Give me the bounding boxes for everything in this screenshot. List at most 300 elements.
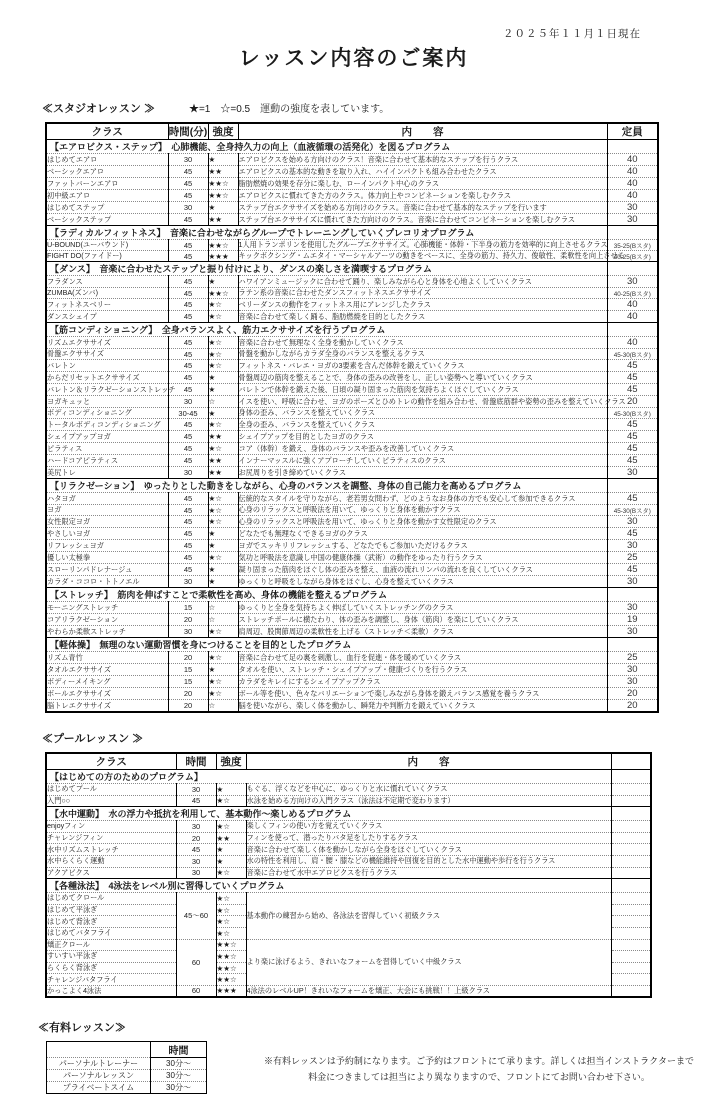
section-title: 【筋コンディショニング】 全身バランスよく、筋力エクササイズを行うプログラム bbox=[46, 323, 607, 337]
lesson-row bbox=[46, 795, 651, 807]
section-title: 【水中運動】 水の浮力や抵抗を利用して、基本動作～楽しめるプログラム bbox=[46, 807, 611, 821]
paid-lesson-name: パーソナルトレーナー bbox=[47, 1058, 151, 1070]
column-header bbox=[611, 753, 651, 770]
lesson-name: はじめて平泳ぎ bbox=[46, 904, 176, 916]
lesson-description: 水泳を始める方向けの入門クラス（泳法は不定期で変わります） bbox=[246, 795, 611, 807]
lesson-name: 脳トレエクササイズ bbox=[46, 700, 168, 713]
lesson-intensity: ★★☆ bbox=[216, 951, 246, 963]
lesson-description: 1人用トランポリンを使用したグループエクササイズ。心肺機能・体幹・下半身の筋力を効率的に向上させるクラス bbox=[238, 240, 608, 249]
lesson-description: 音楽に合わせて水中エアロビクスを行うクラス bbox=[246, 867, 611, 879]
lesson-name: やさしいヨガ bbox=[46, 528, 168, 540]
lesson-row bbox=[46, 540, 658, 552]
lesson-capacity: 45 bbox=[607, 372, 658, 384]
lesson-capacity: 45-30(Bスタ) bbox=[607, 505, 658, 516]
lesson-capacity: 45 bbox=[607, 528, 658, 540]
lesson-time: 60 bbox=[176, 939, 216, 985]
lesson-time: 45 bbox=[168, 166, 208, 178]
lesson-intensity: ★☆ bbox=[208, 626, 238, 638]
lesson-name: かっこよく4泳法 bbox=[46, 985, 176, 997]
lesson-intensity: ★☆ bbox=[208, 360, 238, 372]
paid-lesson-time: 30分～ bbox=[151, 1058, 207, 1070]
lesson-description: ゆっくりと全身を気持ちよく伸ばしていくストレッチングのクラス bbox=[238, 602, 607, 614]
lesson-intensity: ★★ bbox=[208, 455, 238, 467]
lesson-name: 骨盤エクササイズ bbox=[46, 349, 168, 360]
lesson-capacity: 30 bbox=[607, 576, 658, 588]
lesson-time: 30 bbox=[176, 821, 216, 833]
section-header-row bbox=[46, 770, 651, 784]
lesson-time: 15 bbox=[168, 676, 208, 688]
lesson-intensity: ☆ bbox=[208, 614, 238, 626]
lesson-row bbox=[46, 652, 658, 664]
paid-column-blank bbox=[47, 1042, 151, 1058]
lesson-row bbox=[46, 893, 651, 905]
column-header-row bbox=[46, 753, 651, 770]
lesson-name: ボールエクササイズ bbox=[46, 688, 168, 700]
lesson-capacity bbox=[611, 844, 651, 856]
document-date: ２０２５年１１月１日現在 bbox=[503, 28, 641, 40]
lesson-description: もぐる、浮くなどを中心に、ゆっくりと水に慣れていくクラス bbox=[246, 784, 611, 796]
lesson-intensity: ★☆ bbox=[208, 349, 238, 360]
lesson-intensity: ★☆ bbox=[216, 916, 246, 928]
column-header: 時間 bbox=[176, 753, 216, 770]
lesson-row bbox=[46, 516, 658, 528]
lesson-capacity: 40 bbox=[607, 190, 658, 202]
lesson-capacity: 40-25(Bスタ) bbox=[607, 288, 658, 299]
lesson-row bbox=[46, 855, 651, 867]
lesson-row bbox=[46, 288, 658, 299]
lesson-intensity: ★☆ bbox=[208, 337, 238, 349]
paid-lesson-row bbox=[47, 1082, 207, 1094]
lesson-time: 45 bbox=[168, 431, 208, 443]
lesson-capacity bbox=[611, 974, 651, 986]
lesson-description: ベリーダンスの動作をフィットネス用にアレンジしたクラス bbox=[238, 299, 607, 311]
lesson-time: 20 bbox=[168, 652, 208, 664]
lesson-row bbox=[46, 821, 651, 833]
lesson-row bbox=[46, 178, 658, 190]
section-header-row bbox=[46, 323, 658, 337]
studio-lessons-heading: ≪スタジオレッスン ≫ bbox=[42, 103, 155, 115]
paid-column-header-row bbox=[47, 1042, 207, 1058]
lesson-capacity bbox=[611, 893, 651, 905]
lesson-row bbox=[46, 408, 658, 419]
column-header: 内 容 bbox=[246, 753, 611, 770]
lesson-name: フラダンス bbox=[46, 276, 168, 288]
lesson-intensity: ★ bbox=[208, 408, 238, 419]
lesson-capacity bbox=[611, 927, 651, 939]
lesson-intensity: ★☆ bbox=[208, 419, 238, 431]
lesson-time: 20 bbox=[168, 614, 208, 626]
lesson-time: 45 bbox=[168, 251, 208, 262]
lesson-description: 身体の歪み、バランスを整えていくクラス bbox=[238, 408, 607, 419]
lesson-name: ピラティス bbox=[46, 443, 168, 455]
lesson-row bbox=[46, 844, 651, 856]
paid-lesson-row bbox=[47, 1070, 207, 1082]
lesson-intensity: ★ bbox=[208, 154, 238, 166]
column-header: 内 容 bbox=[238, 123, 607, 140]
lesson-time: 30 bbox=[168, 154, 208, 166]
lesson-time: 45 bbox=[168, 214, 208, 226]
lesson-row bbox=[46, 939, 651, 951]
paid-section-heading-row bbox=[38, 1019, 707, 1035]
lesson-description: 気功と呼吸法を意識し中国の健康体操（武術）の動作をゆったり行うクラス bbox=[238, 552, 607, 564]
lesson-capacity: 45 bbox=[607, 431, 658, 443]
lesson-time: 30-45 bbox=[168, 408, 208, 419]
lesson-intensity: ★★★ bbox=[216, 985, 246, 997]
lesson-intensity: ★★ bbox=[208, 214, 238, 226]
lesson-time: 15 bbox=[168, 664, 208, 676]
lesson-time: 60 bbox=[176, 985, 216, 997]
lesson-description: エアロビクスを始める方向けのクラス！音楽に合わせて基本的なステップを行うクラス bbox=[238, 154, 607, 166]
lesson-capacity bbox=[611, 867, 651, 879]
lesson-description: タオルを使い、ストレッチ・シェイプアップ・健康づくりを行うクラス bbox=[238, 664, 607, 676]
lesson-intensity: ★★☆ bbox=[216, 974, 246, 986]
lesson-intensity: ★☆ bbox=[216, 904, 246, 916]
studio-section-heading-row bbox=[42, 100, 707, 116]
section-header-row bbox=[46, 479, 658, 493]
lesson-name: FIGHT DO(ファイドー) bbox=[46, 251, 168, 262]
lesson-time: 45 bbox=[168, 528, 208, 540]
lesson-intensity: ★★ bbox=[208, 431, 238, 443]
lesson-capacity: 45 bbox=[607, 455, 658, 467]
lesson-row bbox=[46, 240, 658, 251]
lesson-description: 音楽に合わせて無理なく全身を動かしていくクラス bbox=[238, 337, 607, 349]
lesson-description: 水の特性を利用し、肩・腰・膝などの機能維持や回復を目的とした水中運動や歩行を行うクラス bbox=[246, 855, 611, 867]
lesson-time: 45 bbox=[168, 288, 208, 299]
lesson-time: 45 bbox=[168, 419, 208, 431]
lesson-description: エアロビクスに慣れてきた方のクラス。体力向上やコンビネーションを楽しむクラス bbox=[238, 190, 607, 202]
lesson-capacity: 45-30(Bスタ) bbox=[607, 349, 658, 360]
lesson-capacity: 35-25(Bスタ) bbox=[607, 240, 658, 251]
lesson-time: 45 bbox=[168, 505, 208, 516]
lesson-description: イスを使い、呼吸に合わせ、ヨガのポーズとひめトレの動作を組み合わせ、骨盤底筋群や姿勢の歪みを整えていくクラス bbox=[238, 396, 626, 406]
section-title: 【はじめての方のためのプログラム】 bbox=[46, 770, 611, 784]
column-header: 強度 bbox=[208, 123, 238, 140]
lesson-name: リフレッシュヨガ bbox=[46, 540, 168, 552]
lesson-capacity: 25 bbox=[607, 652, 658, 664]
lesson-row bbox=[46, 299, 658, 311]
lesson-name: はじめてバタフライ bbox=[46, 927, 176, 939]
lesson-capacity bbox=[611, 795, 651, 807]
lesson-time: 45 bbox=[168, 372, 208, 384]
lesson-row bbox=[46, 276, 658, 288]
lesson-time: 30 bbox=[176, 867, 216, 879]
lesson-row bbox=[46, 576, 658, 588]
lesson-description: ハワイアンミュージックに合わせて踊り、楽しみながら心と身体を心地よくしていくクラス bbox=[238, 276, 607, 288]
lesson-intensity: ★★☆ bbox=[208, 240, 238, 251]
lesson-capacity: 45 bbox=[607, 419, 658, 431]
lesson-capacity: 40 bbox=[607, 311, 658, 323]
section-title: 【ダンス】 音楽に合わせたステップと振り付けにより、ダンスの楽しさを満喫するプログラム bbox=[46, 262, 607, 276]
lesson-name: ヨガキュッと bbox=[46, 396, 168, 408]
lesson-row bbox=[46, 564, 658, 576]
lesson-capacity: 40 bbox=[607, 166, 658, 178]
lesson-intensity: ★ bbox=[208, 664, 238, 676]
lesson-description: フィットネス・バレエ・ヨガの3要素を含んだ体幹を鍛えていくクラス bbox=[238, 360, 607, 372]
lesson-capacity bbox=[611, 832, 651, 844]
lesson-name: フィットネスベリー bbox=[46, 299, 168, 311]
lesson-name: からだリセットエクササイズ bbox=[46, 372, 168, 384]
paid-lesson-time: 30分～ bbox=[151, 1070, 207, 1082]
section-header-row bbox=[46, 226, 658, 240]
lesson-intensity: ★ bbox=[208, 528, 238, 540]
lesson-name: シェイプアップヨガ bbox=[46, 431, 168, 443]
lesson-capacity: 45 bbox=[607, 493, 658, 505]
lesson-intensity: ★☆ bbox=[208, 676, 238, 688]
lesson-row bbox=[46, 154, 658, 166]
section-header-row bbox=[46, 262, 658, 276]
lesson-time: 20 bbox=[168, 700, 208, 713]
lesson-capacity: 19 bbox=[607, 614, 658, 626]
lesson-description: エアロビクスの基本的な動きを取り入れ、ハイインパクトも組み合わせたクラス bbox=[238, 166, 607, 178]
lesson-intensity: ★☆ bbox=[208, 688, 238, 700]
lesson-time: 20 bbox=[168, 688, 208, 700]
section-capacity-cell bbox=[611, 879, 651, 893]
lesson-row bbox=[46, 372, 658, 384]
lesson-capacity: 40 bbox=[607, 337, 658, 349]
lesson-intensity: ☆ bbox=[208, 700, 238, 713]
lesson-capacity bbox=[611, 916, 651, 928]
lesson-description: 全身の歪み、バランスを整えていくクラス bbox=[238, 419, 607, 431]
lesson-time: 45 bbox=[168, 240, 208, 251]
lesson-name: U-BOUND(ユーバウンド) bbox=[46, 240, 168, 251]
lesson-row bbox=[46, 190, 658, 202]
lesson-name: はじめて背泳ぎ bbox=[46, 916, 176, 928]
lesson-row bbox=[46, 664, 658, 676]
lesson-description: 肩周辺、股関節周辺の柔軟性を上げる（ストレッチ＜柔軟）クラス bbox=[238, 626, 607, 638]
section-capacity-cell bbox=[607, 638, 658, 652]
lesson-time: 30 bbox=[168, 202, 208, 214]
lesson-name: 美尻トレ bbox=[46, 467, 168, 479]
lesson-row bbox=[46, 676, 658, 688]
lesson-capacity: 20 bbox=[607, 396, 658, 408]
studio-lesson-table bbox=[45, 122, 659, 713]
lesson-row bbox=[46, 867, 651, 879]
lesson-capacity: 20 bbox=[607, 700, 658, 713]
lesson-name: アクアビクス bbox=[46, 867, 176, 879]
lesson-description: 音楽に合わせて楽しく踊る、脂肪燃焼を目的としたクラス bbox=[238, 311, 607, 323]
paid-lesson-time: 30分～ bbox=[151, 1082, 207, 1094]
lesson-description: ヨガでスッキリリフレッシュする、どなたでもご参加いただけるクラス bbox=[238, 540, 607, 552]
section-header-row bbox=[46, 807, 651, 821]
column-header-row bbox=[46, 123, 658, 140]
lesson-intensity: ★★☆ bbox=[216, 939, 246, 951]
lesson-row bbox=[46, 784, 651, 796]
lesson-name: 入門○○ bbox=[46, 795, 176, 807]
lesson-name: カラダ・ココロ・トトノエル bbox=[46, 576, 168, 588]
lesson-name: ベーシックステップ bbox=[46, 214, 168, 226]
lesson-capacity bbox=[611, 904, 651, 916]
lesson-row bbox=[46, 602, 658, 614]
lesson-name: 初中級エアロ bbox=[46, 190, 168, 202]
lesson-description: 音楽に合わせて楽しく体を動かしながら全身をほぐしていくクラス bbox=[246, 844, 611, 856]
lesson-capacity bbox=[611, 939, 651, 951]
lesson-description: 心身のリラックスと呼吸法を用いて、ゆっくりと身体を動かすクラス bbox=[238, 505, 607, 516]
lesson-capacity: 20 bbox=[607, 688, 658, 700]
lesson-description: 脂肪燃焼の効果を存分に楽しむ、ローインパクト中心のクラス bbox=[238, 178, 607, 190]
lesson-description: ステップ台エクササイズを始める方向けのクラス。音楽に合わせて基本的なステップを行います bbox=[238, 202, 607, 214]
lesson-time: 45 bbox=[168, 190, 208, 202]
lesson-time: 30 bbox=[176, 855, 216, 867]
section-capacity-cell bbox=[607, 479, 658, 493]
lesson-name: チャレンジフィン bbox=[46, 832, 176, 844]
lesson-row bbox=[46, 493, 658, 505]
section-header-row bbox=[46, 638, 658, 652]
lesson-description: ゆっくりと呼吸をしながら身体をほぐし、心身を整えていくクラス bbox=[238, 576, 607, 588]
lesson-row bbox=[46, 349, 658, 360]
lesson-time: 30 bbox=[176, 784, 216, 796]
lesson-name: ZUMBA(ズンバ) bbox=[46, 288, 168, 299]
lesson-description: ボール等を使い、色々なバリエーションで楽しみながら身体を鍛えバランス感覚を養うクラス bbox=[238, 688, 607, 700]
lesson-intensity: ★ bbox=[208, 576, 238, 588]
lesson-intensity: ★ bbox=[216, 844, 246, 856]
paid-lesson-row bbox=[47, 1058, 207, 1070]
lesson-time: 30 bbox=[168, 626, 208, 638]
lesson-capacity bbox=[611, 985, 651, 997]
lesson-description: ステップ台エクササイズに慣れてきた方向けのクラス。音楽に合わせてコンビネーションを楽しむクラス bbox=[238, 214, 607, 226]
column-header: 時間(分) bbox=[168, 123, 208, 140]
pool-lesson-table bbox=[45, 752, 652, 998]
lesson-name: 優しい太極拳 bbox=[46, 552, 168, 564]
lesson-intensity: ★☆ bbox=[208, 493, 238, 505]
lesson-name: やわらか柔軟ストレッチ bbox=[46, 626, 168, 638]
section-title: 【ストレッチ】 筋肉を伸ばすことで柔軟性を高め、身体の機能を整えるプログラム bbox=[46, 588, 607, 602]
paid-lesson-notes bbox=[259, 1041, 699, 1086]
lesson-time: 30 bbox=[168, 396, 208, 408]
lesson-time: 45 bbox=[168, 493, 208, 505]
lesson-intensity: ★★ bbox=[208, 467, 238, 479]
lesson-capacity: 30 bbox=[607, 626, 658, 638]
lesson-name: ハードコアピラティス bbox=[46, 455, 168, 467]
pool-lessons-heading: ≪プールレッスン ≫ bbox=[42, 733, 144, 745]
lesson-time: 45 bbox=[168, 276, 208, 288]
lesson-name: 女性限定ヨガ bbox=[46, 516, 168, 528]
lesson-name: リズムエクササイズ bbox=[46, 337, 168, 349]
lesson-intensity: ★☆ bbox=[208, 552, 238, 564]
lesson-description: 凝り固まった筋肉をほぐし体の歪みを整え、血液の流れリンパの流れを良くしていくクラス bbox=[238, 564, 607, 576]
section-title: 【軽体操】 無理のない運動習慣を身につけることを目的としたプログラム bbox=[46, 638, 607, 652]
lesson-capacity bbox=[611, 962, 651, 974]
lesson-capacity: 30 bbox=[607, 276, 658, 288]
lesson-time: 45 bbox=[168, 311, 208, 323]
lesson-row bbox=[46, 528, 658, 540]
lesson-name: enjoyフィン bbox=[46, 821, 176, 833]
lesson-time: 45 bbox=[168, 564, 208, 576]
lesson-time: 45 bbox=[168, 360, 208, 372]
note-line: ※有料レッスンは予約制になります。ご予約はフロントにて承ります。詳しくは担当インストラクターまで bbox=[263, 1056, 695, 1066]
lesson-capacity: 45 bbox=[607, 564, 658, 576]
lesson-name: リズム青竹 bbox=[46, 652, 168, 664]
lesson-row bbox=[46, 455, 658, 467]
lesson-name: はじめてエアロ bbox=[46, 154, 168, 166]
lesson-description: 骨盤周辺の筋肉を整えることで、身体の歪みの改善をし、正しい姿勢へと導いていくクラス bbox=[238, 372, 607, 384]
lesson-description: 心身のリラックスと呼吸法を用いて、ゆっくりと身体を動かす女性限定のクラス bbox=[238, 516, 607, 528]
lesson-capacity: 30 bbox=[607, 516, 658, 528]
lesson-name: バレトン bbox=[46, 360, 168, 372]
section-title: 【ラディカルフィットネス】 音楽に合わせながらグループでトレーニングしていくプレコリオプログラム bbox=[46, 226, 607, 240]
lesson-description: ラテン系の音楽に合わせたダンスフィットネスエクササイズ bbox=[238, 288, 607, 299]
section-title: 【リラクゼーション】 ゆったりとした動きをしながら、心身のバランスを調整、身体の自己能力を高めるプログラム bbox=[46, 479, 607, 493]
lesson-intensity: ★☆ bbox=[208, 443, 238, 455]
lesson-time: 45 bbox=[168, 540, 208, 552]
lesson-time: 45～60 bbox=[176, 893, 216, 939]
lesson-name: ベーシックエアロ bbox=[46, 166, 168, 178]
lesson-name: はじめてステップ bbox=[46, 202, 168, 214]
lesson-name: 矯正クロール bbox=[46, 939, 176, 951]
lesson-intensity: ★ bbox=[216, 855, 246, 867]
lesson-row bbox=[46, 214, 658, 226]
lesson-row bbox=[46, 431, 658, 443]
lesson-row bbox=[46, 311, 658, 323]
lesson-intensity: ★☆ bbox=[216, 795, 246, 807]
section-capacity-cell bbox=[607, 140, 658, 154]
lesson-description: キックボクシング・ムエタイ・マーシャルアーツの動きをベースに、全身の筋力、持久力、俊敏性、柔軟性を向上させる bbox=[238, 251, 625, 260]
lesson-capacity: 30 bbox=[607, 214, 658, 226]
pool-section-heading-row bbox=[42, 730, 707, 746]
lesson-name: ハタヨガ bbox=[46, 493, 168, 505]
lesson-capacity bbox=[611, 951, 651, 963]
lesson-row bbox=[46, 467, 658, 479]
lesson-time: 45 bbox=[168, 178, 208, 190]
lesson-name: コアリラクゼーション bbox=[46, 614, 168, 626]
lesson-intensity: ★ bbox=[216, 784, 246, 796]
lesson-intensity: ☆ bbox=[208, 602, 238, 614]
lesson-intensity: ★☆ bbox=[208, 311, 238, 323]
lesson-name: 水中らくらく運動 bbox=[46, 855, 176, 867]
paid-column-time: 時間 bbox=[151, 1042, 207, 1058]
lesson-capacity bbox=[611, 821, 651, 833]
section-capacity-cell bbox=[607, 588, 658, 602]
lesson-intensity: ★☆ bbox=[208, 516, 238, 528]
lesson-intensity: ★★☆ bbox=[208, 190, 238, 202]
lesson-row bbox=[46, 360, 658, 372]
lesson-capacity: 45 bbox=[607, 384, 658, 396]
lesson-capacity: 30 bbox=[607, 676, 658, 688]
lesson-intensity: ★★★ bbox=[208, 251, 238, 262]
lesson-time: 45 bbox=[168, 516, 208, 528]
lesson-capacity: 45-30(Bスタ) bbox=[607, 408, 658, 419]
lesson-row bbox=[46, 614, 658, 626]
lesson-name: ファットバーンエアロ bbox=[46, 178, 168, 190]
lesson-row bbox=[46, 552, 658, 564]
section-title: 【エアロビクス・ステップ】 心肺機能、全身持久力の向上（血液循環の活発化）を図るプログラム bbox=[46, 140, 607, 154]
section-header-row bbox=[46, 879, 651, 893]
lesson-name: ボディコンディショニング bbox=[46, 408, 168, 419]
lesson-name: ヨガ bbox=[46, 505, 168, 516]
lesson-time: 45 bbox=[168, 299, 208, 311]
section-title: 【各種泳法】 4泳法をレベル別に習得していくプログラム bbox=[46, 879, 611, 893]
lesson-description: フィンを使って、潜ったりバタ足をしたりするクラス bbox=[246, 832, 611, 844]
lesson-row bbox=[46, 443, 658, 455]
lesson-name: 水中リズムストレッチ bbox=[46, 844, 176, 856]
lesson-intensity: ★ bbox=[208, 540, 238, 552]
lesson-row bbox=[46, 985, 651, 997]
lesson-intensity: ★☆ bbox=[216, 893, 246, 905]
lesson-name: バレトン＆リラクゼーションストレッチ bbox=[47, 384, 176, 394]
lesson-description: どなたでも無理なくできるヨガのクラス bbox=[238, 528, 607, 540]
lesson-description: 4泳法のレベルUP！きれいなフォームを矯正、大会にも挑戦！！上級クラス bbox=[246, 985, 611, 997]
lesson-row bbox=[46, 688, 658, 700]
lesson-description: 音楽に合わせて足の裏を刺激し、血行を促進・体を暖めていくクラス bbox=[238, 652, 607, 664]
lesson-name: ボディーメイキング bbox=[46, 676, 168, 688]
lesson-capacity: 30 bbox=[607, 664, 658, 676]
section-capacity-cell bbox=[607, 323, 658, 337]
lesson-capacity: 45 bbox=[607, 360, 658, 372]
lesson-description: 楽しくフィンの使い方を覚えていくクラス bbox=[246, 821, 611, 833]
lesson-intensity: ★☆ bbox=[216, 927, 246, 939]
lesson-row bbox=[46, 626, 658, 638]
lesson-name: らくらく背泳ぎ bbox=[46, 962, 176, 974]
lesson-time: 30 bbox=[168, 467, 208, 479]
